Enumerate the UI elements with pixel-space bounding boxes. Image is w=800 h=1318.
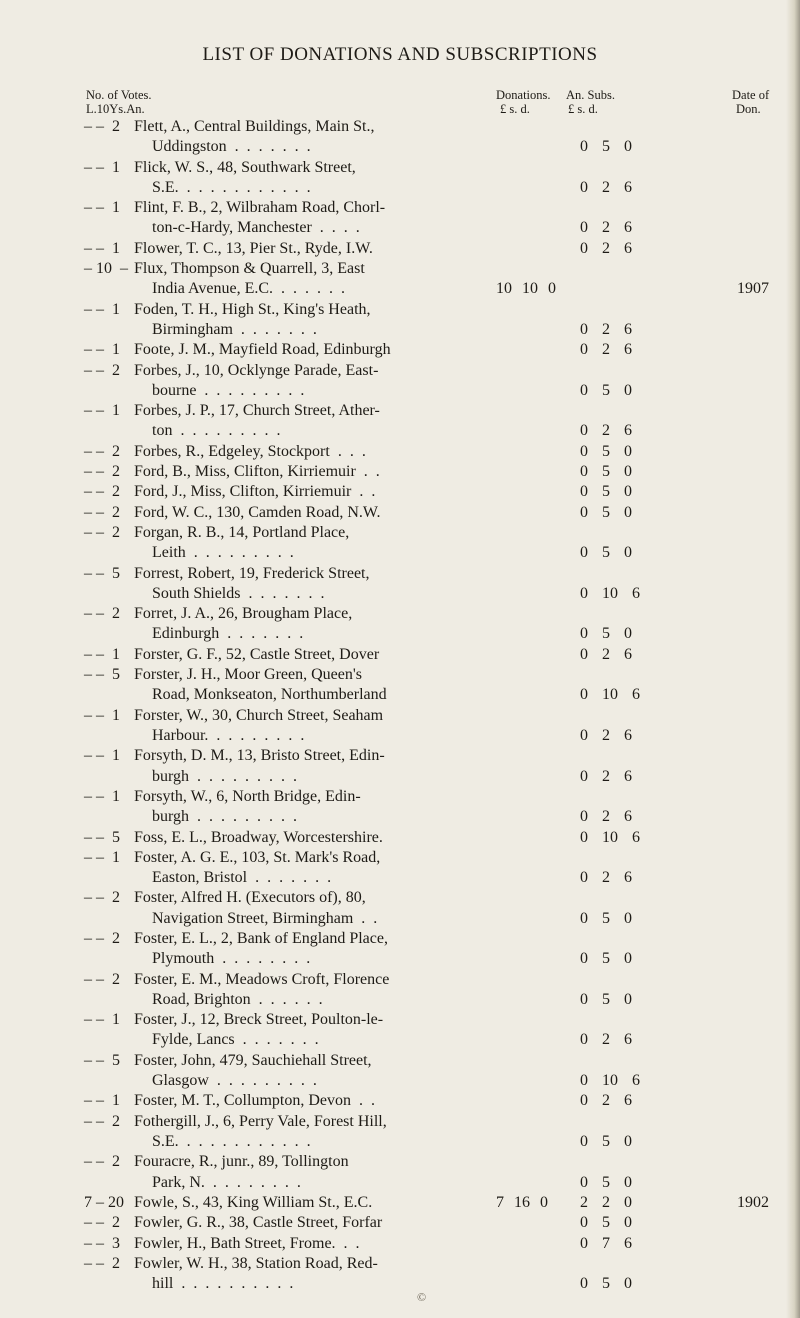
- subscription-cell: 0 5 0: [580, 990, 632, 1008]
- votes-cell: – – 1: [84, 1092, 120, 1110]
- entry-address-continued: ton . . . . . . . . .: [152, 422, 281, 440]
- entry-name: Flint, F. B., 2, Wilbraham Road, Chorl-: [134, 199, 386, 217]
- subs-column-header: [562, 88, 615, 116]
- entry-name: Foden, T. H., High St., King's Heath,: [134, 300, 371, 318]
- votes-cell: – – 2: [84, 463, 120, 481]
- entry-name: Forbes, J. P., 17, Church Street, Ather-: [134, 402, 380, 420]
- subscription-cell: 0 5 0: [580, 463, 632, 481]
- entry-address-continued: Easton, Bristol . . . . . . .: [152, 869, 332, 887]
- votes-cell: – – 1: [84, 706, 120, 724]
- entry-name: Foster, Alfred H. (Executors of), 80,: [134, 889, 366, 907]
- votes-cell: – – 2: [84, 503, 120, 521]
- entry-name: Foster, E. M., Meadows Croft, Florence: [134, 970, 390, 988]
- entry-name: Fowler, G. R., 38, Castle Street, Forfar: [134, 1214, 383, 1232]
- table-row: [0, 1010, 800, 1051]
- entry-name: Fouracre, R., junr., 89, Tollington: [134, 1153, 349, 1171]
- entry-name: Foster, M. T., Collumpton, Devon . .: [134, 1092, 375, 1110]
- entry-address-continued: burgh . . . . . . . . .: [152, 808, 298, 826]
- votes-cell: – – 2: [84, 1153, 120, 1171]
- votes-cell: – – 1: [84, 848, 120, 866]
- entry-name: Forsyth, W., 6, North Bridge, Edin-: [134, 787, 361, 805]
- table-row: [0, 787, 800, 828]
- entry-name: Flux, Thompson & Quarrell, 3, East: [134, 260, 365, 278]
- table-row: [0, 198, 800, 239]
- table-row: [0, 746, 800, 787]
- entry-address-continued: Road, Monkseaton, Northumberland: [152, 686, 387, 704]
- votes-cell: – – 2: [84, 1214, 120, 1232]
- votes-cell: – – 1: [84, 341, 120, 359]
- subscription-cell: 0 2 6: [580, 726, 632, 744]
- subscription-cell: 0 10 6: [580, 828, 640, 846]
- subscription-cell: 0 2 6: [580, 422, 632, 440]
- entry-address-continued: Navigation Street, Birmingham . .: [152, 909, 378, 927]
- subscription-cell: 0 2 6: [580, 808, 632, 826]
- table-row: [0, 1254, 800, 1295]
- subs-header: An. Subs.: [566, 88, 615, 102]
- entry-name: Flick, W. S., 48, Southwark Street,: [134, 158, 356, 176]
- entry-address-continued: Road, Brighton . . . . . .: [152, 990, 323, 1008]
- subscription-cell: 0 2 6: [580, 1092, 632, 1110]
- subscription-cell: 0 2 6: [580, 645, 632, 663]
- table-row: [0, 503, 800, 523]
- table-row: [0, 1112, 800, 1153]
- table-row: [0, 828, 800, 848]
- page-mark: ©: [417, 1290, 427, 1304]
- entry-address-continued: hill . . . . . . . . . .: [152, 1275, 294, 1293]
- entry-name: Forrest, Robert, 19, Frederick Street,: [134, 564, 370, 582]
- table-row: [0, 888, 800, 929]
- subscription-cell: 0 5 0: [580, 381, 632, 399]
- subscription-cell: 0 2 6: [580, 178, 632, 196]
- subs-units: £ s. d.: [568, 102, 598, 116]
- votes-cell: – – 3: [84, 1234, 120, 1252]
- table-row: [0, 482, 800, 502]
- subscription-cell: 0 10 6: [580, 584, 640, 602]
- entry-address-continued: South Shields . . . . . . .: [152, 584, 325, 602]
- entry-name: Forret, J. A., 26, Brougham Place,: [134, 605, 353, 623]
- date-header-line2: Don.: [736, 102, 761, 116]
- subscription-cell: 0 5 0: [580, 909, 632, 927]
- votes-cell: – – 2: [84, 1112, 120, 1130]
- table-row: [0, 665, 800, 706]
- date-column-header: [732, 88, 769, 116]
- donations-column-header: [496, 88, 551, 116]
- entry-address-continued: Harbour. . . . . . . . .: [152, 726, 305, 744]
- table-row: [0, 564, 800, 605]
- entry-name: Forbes, J., 10, Ocklynge Parade, East-: [134, 361, 379, 379]
- subscription-cell: 0 5 0: [580, 950, 632, 968]
- votes-cell: – – 2: [84, 1254, 120, 1272]
- votes-cell: – – 2: [84, 442, 120, 460]
- entry-name: Forster, G. F., 52, Castle Street, Dover: [134, 645, 380, 663]
- subscription-cell: 0 10 6: [580, 686, 640, 704]
- donation-cell: 7 16 0: [496, 1193, 548, 1211]
- votes-cell: – – 1: [84, 239, 120, 257]
- votes-cell: – – 1: [84, 787, 120, 805]
- entry-name: Fowler, H., Bath Street, Frome. . .: [134, 1234, 360, 1252]
- subscription-cell: 0 5 0: [580, 138, 632, 156]
- table-row: [0, 340, 800, 360]
- table-row: [0, 604, 800, 645]
- table-row: [0, 523, 800, 564]
- table-row: [0, 970, 800, 1011]
- entry-name: Ford, B., Miss, Clifton, Kirriemuir . .: [134, 463, 380, 481]
- votes-cell: – 10 –: [84, 260, 128, 278]
- date-cell: 1907: [737, 280, 769, 298]
- votes-cell: – – 2: [84, 889, 120, 907]
- votes-cell: – – 1: [84, 199, 120, 217]
- subscription-cell: 0 2 6: [580, 239, 632, 257]
- votes-cell: – – 2: [84, 118, 120, 135]
- subscription-cell: 0 5 0: [580, 625, 632, 643]
- entry-name: Ford, J., Miss, Clifton, Kirriemuir . .: [134, 483, 376, 501]
- subscription-cell: 0 10 6: [580, 1072, 640, 1090]
- subscription-cell: 0 2 6: [580, 1031, 632, 1049]
- donation-cell: 10 10 0: [496, 280, 556, 298]
- subscription-cell: 0 2 6: [580, 219, 632, 237]
- votes-cell: – – 1: [84, 1011, 120, 1029]
- table-row: [0, 442, 800, 462]
- votes-header-line2: L.10Ys.An.: [86, 102, 145, 116]
- table-row: [0, 158, 800, 199]
- entry-name: Fowler, W. H., 38, Station Road, Red-: [134, 1254, 378, 1272]
- votes-cell: – – 2: [84, 930, 120, 947]
- page-title: LIST OF DONATIONS AND SUBSCRIPTIONS: [202, 44, 598, 65]
- subscription-cell: 0 5 0: [580, 442, 632, 460]
- entry-address-continued: Birmingham . . . . . . .: [152, 320, 317, 338]
- table-row: [0, 401, 800, 442]
- entry-name: Forgan, R. B., 14, Portland Place,: [134, 524, 350, 541]
- entry-name: Foster, John, 479, Sauchiehall Street,: [134, 1051, 372, 1069]
- subscription-cell: 0 5 0: [580, 483, 632, 501]
- entry-address-continued: Plymouth . . . . . . . .: [152, 950, 311, 968]
- entry-name: Forsyth, D. M., 13, Bristo Street, Edin-: [134, 747, 385, 765]
- entry-address-continued: S.E. . . . . . . . . . . .: [152, 178, 311, 196]
- votes-cell: – – 1: [84, 300, 120, 318]
- subscription-cell: 0 2 6: [580, 341, 632, 359]
- entry-name: Flower, T. C., 13, Pier St., Ryde, I.W.: [134, 239, 373, 257]
- subscription-cell: 0 2 6: [580, 767, 632, 785]
- entry-name: Fowle, S., 43, King William St., E.C.: [134, 1193, 373, 1211]
- table-row: [0, 706, 800, 747]
- entry-address-continued: Fylde, Lancs . . . . . . .: [152, 1031, 319, 1049]
- votes-cell: – – 1: [84, 747, 120, 765]
- votes-cell: – – 5: [84, 1051, 120, 1069]
- subscription-cell: 0 5 0: [580, 1275, 632, 1293]
- votes-cell: 7 – 20: [84, 1193, 124, 1211]
- votes-cell: – – 2: [84, 361, 120, 379]
- votes-header-line1: No. of Votes.: [86, 88, 152, 102]
- entry-address-continued: ton-c-Hardy, Manchester . . . .: [152, 219, 360, 237]
- table-row: [0, 645, 800, 665]
- subscription-cell: 0 5 0: [580, 1132, 632, 1150]
- table-row: [0, 1234, 800, 1254]
- entry-address-continued: bourne . . . . . . . . .: [152, 381, 305, 399]
- votes-column-header: [86, 88, 152, 116]
- table-row: [0, 929, 800, 970]
- entry-name: Foster, J., 12, Breck Street, Poulton-le-: [134, 1011, 384, 1029]
- entry-name: Forster, W., 30, Church Street, Seaham: [134, 706, 384, 724]
- entry-name: Flett, A., Central Buildings, Main St.,: [134, 118, 375, 135]
- table-row: [0, 1193, 800, 1213]
- entry-name: Fothergill, J., 6, Perry Vale, Forest Hill,: [134, 1112, 387, 1130]
- table-row: [0, 1152, 800, 1193]
- entry-name: Ford, W. C., 130, Camden Road, N.W.: [134, 503, 381, 521]
- entry-address-continued: S.E. . . . . . . . . . . .: [152, 1132, 311, 1150]
- subscription-cell: 0 5 0: [580, 544, 632, 562]
- table-row: [0, 117, 800, 158]
- donations-units: £ s. d.: [500, 102, 530, 116]
- subscription-cell: 2 2 0: [580, 1193, 632, 1211]
- votes-cell: – – 5: [84, 828, 120, 846]
- page-edge-shadow: [786, 0, 800, 1318]
- entry-name: Foster, A. G. E., 103, St. Mark's Road,: [134, 848, 381, 866]
- entry-name: Foss, E. L., Broadway, Worcestershire.: [134, 828, 383, 846]
- entry-name: Forster, J. H., Moor Green, Queen's: [134, 666, 362, 684]
- table-row: [0, 462, 800, 482]
- donations-header: Donations.: [496, 88, 551, 102]
- entry-address-continued: Edinburgh . . . . . . .: [152, 625, 304, 643]
- entry-name: Foote, J. M., Mayfield Road, Edinburgh: [134, 341, 391, 359]
- subscription-cell: 0 2 6: [580, 320, 632, 338]
- entry-address-continued: Uddingston . . . . . . .: [152, 138, 311, 156]
- table-row: [0, 259, 800, 300]
- votes-cell: – – 1: [84, 645, 120, 663]
- entry-name: Forbes, R., Edgeley, Stockport . . .: [134, 442, 366, 460]
- table-row: [0, 1051, 800, 1092]
- votes-cell: – – 2: [84, 483, 120, 501]
- table-row: [0, 300, 800, 341]
- subscription-cell: 0 5 0: [580, 1173, 632, 1191]
- subscription-cell: 0 5 0: [580, 503, 632, 521]
- subscription-cell: 0 2 6: [580, 869, 632, 887]
- entry-address-continued: Leith . . . . . . . . .: [152, 544, 294, 562]
- entry-address-continued: Glasgow . . . . . . . . .: [152, 1072, 317, 1090]
- votes-cell: – – 2: [84, 970, 120, 988]
- table-row: [0, 361, 800, 402]
- votes-cell: – – 2: [84, 605, 120, 623]
- table-row: [0, 1213, 800, 1233]
- entry-address-continued: Park, N. . . . . . . . .: [152, 1173, 301, 1191]
- votes-cell: – – 5: [84, 666, 120, 684]
- subscription-cell: 0 5 0: [580, 1214, 632, 1232]
- date-header-line1: Date of: [732, 88, 770, 102]
- entry-address-continued: burgh . . . . . . . . .: [152, 767, 298, 785]
- table-row: [0, 848, 800, 889]
- entry-address-continued: India Avenue, E.C. . . . . . .: [152, 280, 346, 298]
- votes-cell: – – 1: [84, 402, 120, 420]
- votes-cell: – – 2: [84, 524, 120, 541]
- date-cell: 1902: [737, 1193, 769, 1211]
- entry-name: Foster, E. L., 2, Bank of England Place,: [134, 930, 388, 947]
- votes-cell: – – 1: [84, 158, 120, 176]
- table-row: [0, 1091, 800, 1111]
- subscription-cell: 0 7 6: [580, 1234, 632, 1252]
- table-row: [0, 239, 800, 259]
- votes-cell: – – 5: [84, 564, 120, 582]
